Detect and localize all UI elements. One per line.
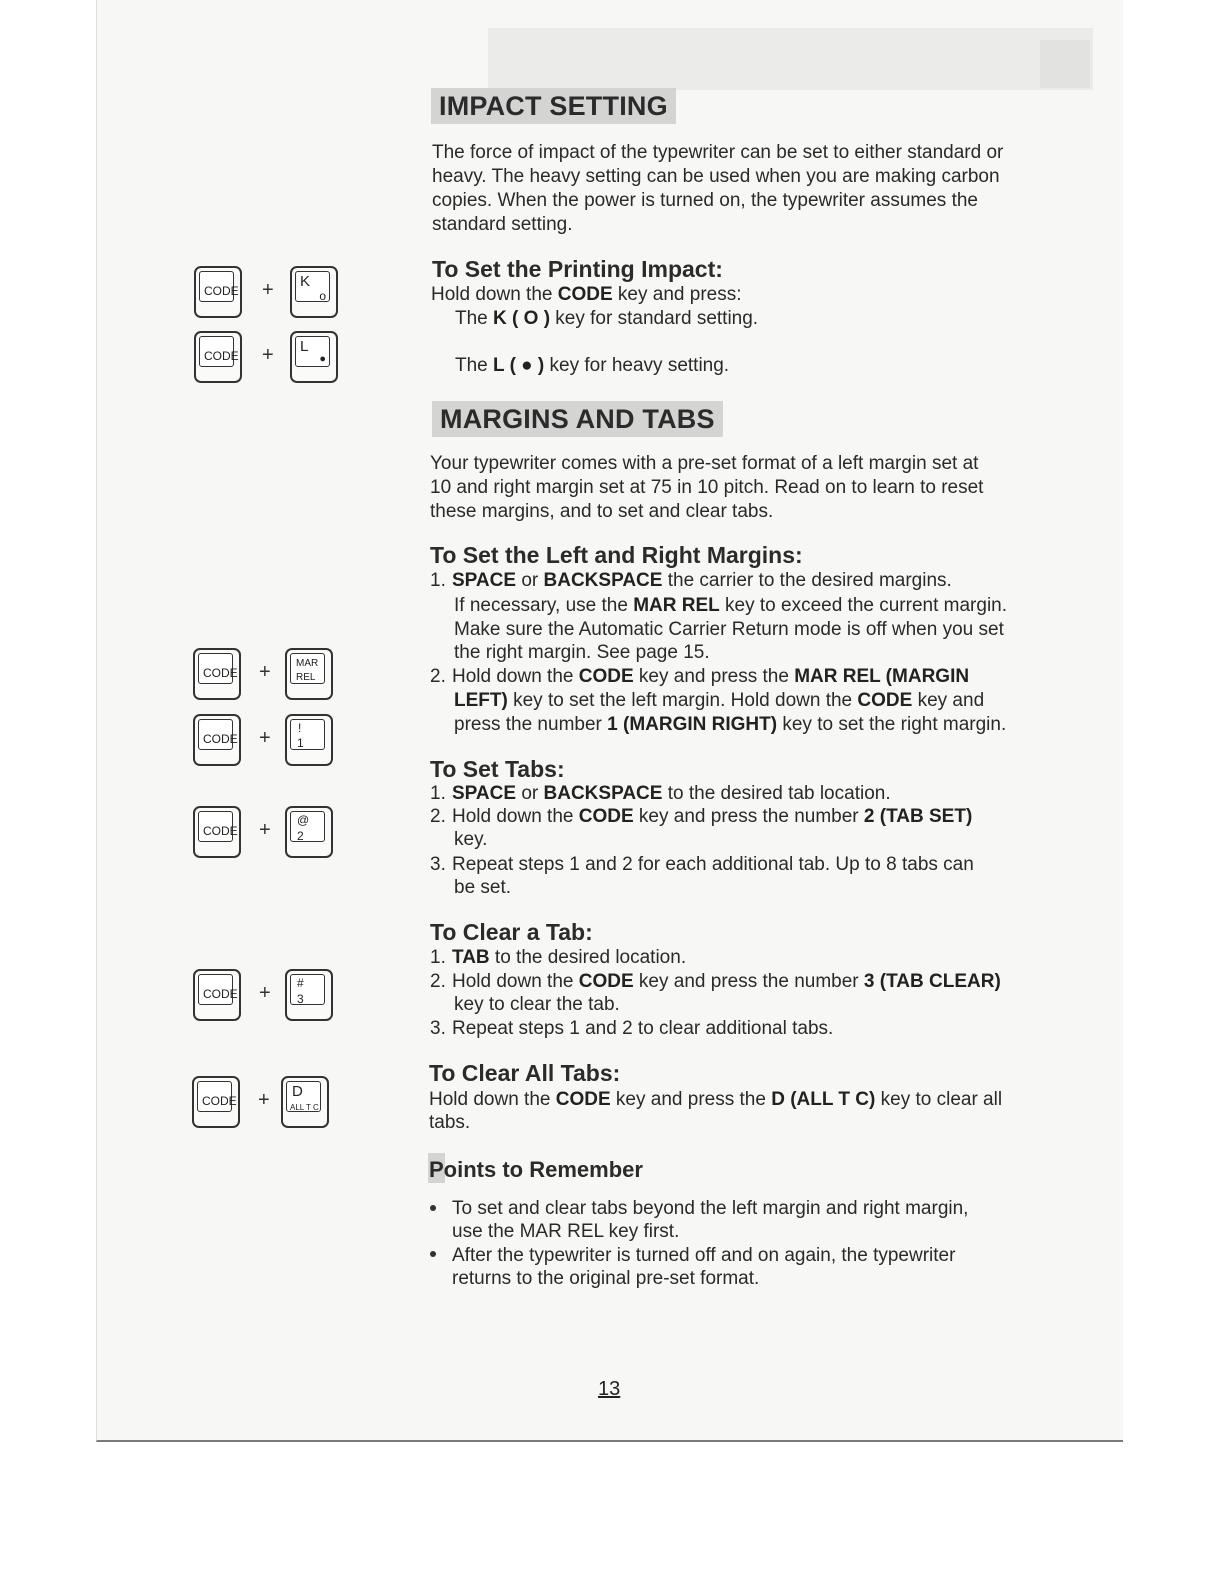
key-label: MAR — [296, 658, 319, 669]
key-face — [286, 1081, 321, 1112]
space-key-ref: SPACE — [452, 570, 517, 591]
margins-intro-line: these margins, and to set and clear tabs. — [430, 501, 774, 522]
impact-intro-line: The force of impact of the typewriter can be set to either standard or — [432, 142, 1004, 163]
text: key for standard setting. — [550, 308, 759, 329]
code-key-icon — [193, 969, 241, 1021]
all-tc-key-ref: D (ALL T C) — [771, 1089, 876, 1110]
text: key to set the right margin. — [777, 714, 1007, 735]
set-margins-step-1 — [430, 569, 952, 593]
backspace-key-ref: BACKSPACE — [543, 570, 663, 591]
clear-tab-subhead: To Clear a Tab: — [430, 919, 593, 945]
key-label: K — [300, 273, 311, 290]
backspace-key-ref: BACKSPACE — [543, 783, 663, 804]
text: key and press: — [612, 284, 742, 305]
code-key-icon — [193, 714, 241, 766]
margin-right-key-ref: 1 (MARGIN RIGHT) — [607, 714, 778, 735]
key-label: CODE — [203, 732, 238, 746]
code-key-icon — [193, 648, 241, 700]
impact-intro-line: copies. When the power is turned on, the typewriter assumes the — [432, 190, 978, 211]
remember-point-1-line-2: use the MAR REL key first. — [452, 1221, 680, 1242]
code-key-ref: CODE — [578, 971, 634, 992]
impact-intro-line: heavy. The heavy setting can be used when you are making carbon — [432, 166, 1000, 187]
plus-icon: + — [262, 279, 274, 301]
key-face — [290, 653, 325, 684]
remember-point-1-line-1: To set and clear tabs beyond the left margin and right margin, — [452, 1198, 969, 1219]
step-number: 2. — [430, 806, 446, 827]
key-label: ! — [298, 721, 302, 735]
clear-tab-step-2-line-2: key to clear the tab. — [454, 994, 620, 1015]
key-label: D — [292, 1083, 303, 1100]
key-label: CODE — [204, 349, 239, 363]
text: Hold down the — [452, 666, 579, 687]
printing-impact-instruction — [431, 283, 742, 307]
clear-tab-step-2 — [430, 970, 1001, 994]
set-margins-step-2-line-3 — [454, 713, 1006, 737]
plus-icon: + — [259, 982, 271, 1004]
plus-icon: + — [258, 1089, 270, 1111]
clear-all-tabs-subhead: To Clear All Tabs: — [429, 1060, 621, 1086]
set-margins-step-1-line-3: Make sure the Automatic Carrier Return mode is off when you set — [454, 619, 1004, 640]
key-face — [290, 974, 325, 1005]
text: key and press the — [633, 666, 795, 687]
set-tabs-subhead: To Set Tabs: — [430, 756, 565, 782]
key-label: CODE — [203, 666, 238, 680]
plus-icon: + — [259, 727, 271, 749]
heavy-setting-line — [455, 354, 729, 378]
k-key-ref: K ( O ) — [493, 308, 551, 329]
impact-setting-heading: IMPACT SETTING — [431, 88, 676, 124]
step-number: 3. — [430, 854, 446, 875]
text: key to exceed the current margin. — [719, 595, 1008, 616]
printing-impact-subhead: To Set the Printing Impact: — [432, 256, 723, 282]
set-margins-step-2 — [430, 665, 969, 689]
key-face — [199, 336, 239, 367]
code-1-key-combo — [193, 714, 353, 774]
text: key to set the left margin. Hold down the — [507, 690, 858, 711]
clear-tab-step-3 — [430, 1017, 833, 1041]
set-tabs-step-1 — [430, 782, 891, 806]
key-label: CODE — [203, 824, 238, 838]
key-sub-label: o — [319, 289, 326, 303]
tab-clear-key-ref: 3 (TAB CLEAR) — [863, 971, 1001, 992]
k-key-icon — [290, 266, 338, 318]
key-sub-label: ● — [319, 353, 326, 365]
code-key-ref: CODE — [555, 1089, 611, 1110]
code-key-icon — [193, 806, 241, 858]
code-k-key-combo — [194, 266, 354, 326]
set-margins-step-2-line-2 — [454, 689, 984, 713]
impact-intro-line: standard setting. — [432, 214, 573, 235]
margins-intro-line: 10 and right margin set at 75 in 10 pitch. Read on to learn to reset — [430, 477, 984, 498]
text: Hold down the — [452, 806, 579, 827]
set-tabs-step-3-line-2: be set. — [454, 877, 512, 898]
text: If necessary, use the — [454, 595, 634, 616]
key-face — [199, 271, 239, 302]
one-key-icon — [285, 714, 333, 766]
text: key for heavy setting. — [544, 355, 730, 376]
margin-left-key-ref: LEFT) — [454, 690, 508, 711]
code-key-ref: CODE — [578, 666, 634, 687]
key-face — [198, 653, 238, 684]
impact-intro — [432, 141, 1042, 237]
space-key-ref: SPACE — [452, 783, 517, 804]
text: the carrier to the desired margins. — [662, 570, 952, 591]
text: key and press the number — [633, 971, 864, 992]
margins-intro-line: Your typewriter comes with a pre-set format of a left margin set at — [430, 453, 979, 474]
text: key and press the — [610, 1089, 772, 1110]
code-l-key-combo — [194, 331, 354, 391]
text: Repeat steps 1 and 2 to clear additional tabs. — [452, 1018, 834, 1039]
key-face — [290, 811, 325, 842]
code-key-icon — [194, 266, 242, 318]
three-key-icon — [285, 969, 333, 1021]
mar-rel-key-ref: MAR REL — [633, 595, 720, 616]
bleed-through-banner — [488, 28, 1093, 90]
l-key-icon — [290, 331, 338, 383]
code-key-ref: CODE — [857, 690, 913, 711]
text: key to clear all — [875, 1089, 1003, 1110]
text: The — [455, 308, 494, 329]
step-number: 2. — [430, 971, 446, 992]
code-key-ref: CODE — [557, 284, 613, 305]
code-mar-rel-key-combo — [193, 648, 353, 708]
mar-rel-key-icon — [285, 648, 333, 700]
margins-intro — [430, 452, 1040, 524]
key-label: @ — [297, 813, 310, 827]
code-key-ref: CODE — [578, 806, 634, 827]
plus-icon: + — [259, 819, 271, 841]
set-tabs-step-3 — [430, 853, 974, 877]
text: The — [455, 355, 494, 376]
step-number: 1. — [430, 570, 446, 591]
key-face — [295, 271, 330, 302]
text: or — [516, 783, 544, 804]
plus-icon: + — [262, 344, 274, 366]
key-sub-label: REL — [296, 672, 316, 683]
set-margins-step-1-line-4: the right margin. See page 15. — [454, 642, 710, 663]
key-label: CODE — [204, 284, 239, 298]
two-key-icon — [285, 806, 333, 858]
text: Repeat steps 1 and 2 for each additional tab. Up to 8 tabs can — [452, 854, 974, 875]
text: Hold down the — [429, 1089, 556, 1110]
text: press the number — [454, 714, 608, 735]
key-face — [198, 974, 238, 1005]
points-to-remember-heading: Points to Remember — [429, 1157, 643, 1182]
bullet-icon — [430, 1205, 436, 1211]
tab-set-key-ref: 2 (TAB SET) — [863, 806, 973, 827]
code-d-key-combo — [192, 1076, 352, 1136]
text: to the desired location. — [489, 947, 687, 968]
text: key and press the number — [633, 806, 864, 827]
bleed-through-tab — [1040, 40, 1090, 88]
remember-point-2-line-2: returns to the original pre-set format. — [452, 1268, 760, 1289]
key-label: L — [300, 338, 309, 355]
step-number: 1. — [430, 783, 446, 804]
plus-icon: + — [259, 661, 271, 683]
step-number: 2. — [430, 666, 446, 687]
text: key and — [912, 690, 985, 711]
key-face — [198, 719, 238, 750]
key-sub-label: 1 — [297, 736, 304, 750]
step-number: 3. — [430, 1018, 446, 1039]
key-label: CODE — [202, 1094, 237, 1108]
step-number: 1. — [430, 947, 446, 968]
code-2-key-combo — [193, 806, 353, 866]
text: or — [516, 570, 544, 591]
code-3-key-combo — [193, 969, 353, 1029]
text: to the desired tab location. — [662, 783, 891, 804]
key-face — [198, 811, 238, 842]
clear-tab-step-1 — [430, 946, 686, 970]
key-label: # — [297, 976, 304, 990]
set-margins-step-1-line-2 — [454, 594, 1007, 618]
standard-setting-line — [455, 307, 758, 331]
set-tabs-step-2-line-2: key. — [454, 829, 488, 850]
key-label: CODE — [203, 987, 238, 1001]
page-number: 13 — [598, 1378, 621, 1400]
key-face — [295, 336, 330, 367]
key-sub-label: ALL T C — [290, 1103, 319, 1112]
text: Hold down the — [431, 284, 558, 305]
code-key-icon — [192, 1076, 240, 1128]
set-tabs-step-2 — [430, 805, 972, 829]
key-sub-label: 3 — [297, 992, 304, 1006]
margins-tabs-heading: MARGINS AND TABS — [432, 401, 723, 437]
margin-left-key-ref: MAR REL (MARGIN — [794, 666, 970, 687]
l-key-ref: L ( ● ) — [493, 355, 545, 376]
remember-point-2-line-1: After the typewriter is turned off and on again, the typewriter — [452, 1245, 956, 1266]
key-sub-label: 2 — [297, 829, 304, 843]
tab-key-ref: TAB — [452, 947, 490, 968]
code-key-icon — [194, 331, 242, 383]
key-face — [290, 719, 325, 750]
clear-all-tabs-line-2: tabs. — [429, 1112, 471, 1133]
text: Hold down the — [452, 971, 579, 992]
bullet-icon — [430, 1251, 436, 1257]
key-face — [197, 1081, 237, 1112]
set-margins-subhead: To Set the Left and Right Margins: — [430, 542, 803, 568]
d-key-icon — [281, 1076, 329, 1128]
clear-all-tabs-line-1 — [429, 1088, 1002, 1112]
